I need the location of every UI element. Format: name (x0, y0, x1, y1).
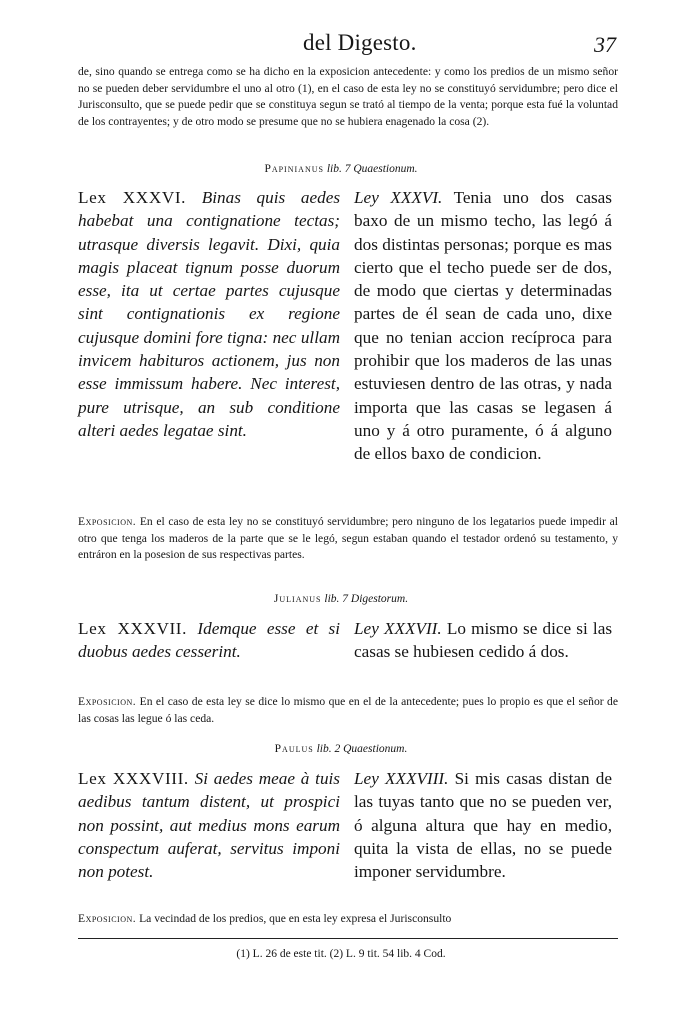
page-number: 37 (594, 32, 616, 57)
latin-text: Si aedes meae à tuis aedibus tantum distent, ut prospici non possint, aut medius mons earum conspectum auferat, servitus imponi non potest. (78, 769, 340, 882)
latin-column (78, 186, 340, 442)
running-title: del Digesto. (303, 30, 417, 55)
lex-number: Lex XXXVI. (78, 188, 187, 207)
latin-column (78, 767, 340, 883)
source-attribution (0, 163, 682, 175)
footnote-text: (1) L. 26 de este tit. (2) L. 9 tit. 54 lib. 4 Cod. (236, 948, 446, 960)
spanish-text: Si mis casas distan de las tuyas tanto que no se pueden ver, ó alguna altura que hay en medio, quita la vista de ellas, no se puede imponer servidumbre. (354, 769, 612, 882)
exposition (78, 514, 618, 564)
jurist-name: Julianus (273, 593, 322, 605)
book-reference: lib. 7 Quaestionum. (326, 163, 418, 175)
spanish-text: Tenia uno dos casas baxo de un mismo techo, las legó á dos distintas personas; porque es mas cierto que el techo puede ser de dos, de modo que ciertas y determinadas partes de él sean de cada uno, dixe que no tenian accion recíproca para prohibir que los maderos de las unas estuviesen dentro de las otras, y nada importa que las casas se legasen á uno y á otro puramente, ó á alguno de ellos baxo de condicion. (354, 188, 612, 464)
exposition (78, 694, 618, 727)
spanish-column (354, 617, 612, 664)
exposition-text: En el caso de esta ley no se constituyó servidumbre; pero ninguno de los legatarios puede impedir al otro que tenga los maderos de la parte que se le legó, segun estaban quando el testador ordenó su testamento, y entráron en la posesion de sus respectivas partes. (78, 515, 619, 561)
jurist-name: Paulus (274, 743, 314, 755)
book-reference: lib. 2 Quaestionum. (316, 743, 408, 755)
intro-text: de, sino quando se entrega como se ha dicho en la exposicion antecedente: y como los predios de un mismo señor no se pueden deber servidumbre el uno al otro (1), en el caso de esta ley no se constituyó servidumbre; pero dice el Jurisconsulto, que se puede pedir que se constituya segun se trató al tiempo de la venta; porque esta fué la voluntad de los contrayentes; y de otro modo se presume que no se hubiera enagenado la cosa (2). (78, 65, 618, 128)
latin-text: Idemque esse et si duobus aedes cesserint. (78, 619, 341, 662)
latin-text: Binas quis aedes habebat una contignatione tectas; utrasque diversis legavit. Dixi, quia magis placeat tignum posse duorum esse, ita ut certae partes cujusque sint contignationis ex regione cujusque domini fore tigna: nec ullam invicem habituros actionem, jus non esse immissum habere. Nec interest, pure utrisque, an sub conditione alteri aedes legatae sint. (78, 188, 341, 440)
jurist-name: Papinianus (264, 163, 324, 175)
ley-number: Ley XXXVII. (354, 619, 442, 638)
spanish-column (354, 767, 612, 883)
source-attribution (0, 593, 682, 605)
ley-number: Ley XXXVI. (354, 188, 443, 207)
ley-number: Ley XXXVIII. (354, 769, 449, 788)
running-header (0, 30, 682, 58)
latin-column (78, 617, 340, 664)
lex-number: Lex XXXVIII. (78, 769, 189, 788)
exposition-text: En el caso de esta ley se dice lo mismo que en el de la antecedente; pues lo propio es que el señor de las cosas las legue ó las ceda. (78, 695, 618, 725)
footnote-divider (78, 938, 618, 939)
footnotes (0, 948, 682, 960)
intro-paragraph (78, 64, 618, 130)
lex-number: Lex XXXVII. (78, 619, 188, 638)
exposition-label: Exposicion. (78, 515, 137, 528)
exposition-text: La vecindad de los predios, que en esta ley expresa el Jurisconsulto (139, 912, 452, 925)
book-reference: lib. 7 Digestorum. (324, 593, 409, 605)
exposition (78, 911, 618, 928)
source-attribution (0, 743, 682, 755)
spanish-text: Lo mismo se dice si las casas se hubiesen cedido á dos. (354, 619, 613, 662)
exposition-label: Exposicion. (78, 912, 137, 925)
exposition-label: Exposicion. (78, 695, 137, 708)
spanish-column (354, 186, 612, 466)
